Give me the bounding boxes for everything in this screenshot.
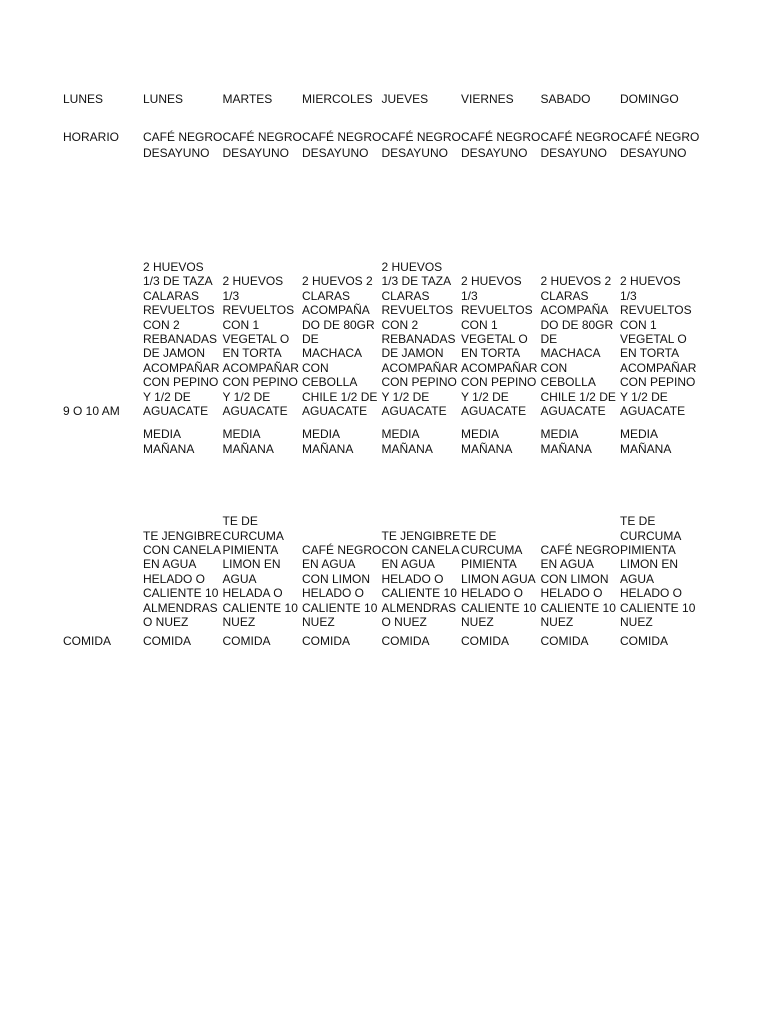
comida-row: [63, 629, 700, 654]
time-label: 9 O 10 AM: [63, 404, 120, 419]
header-day-lunes: LUNES: [143, 91, 184, 106]
media-manana-description-cell: TE DE CURCUMA PIMIENTA LIMON EN AGUA HELADO O CALIENTE 10 NUEZ: [620, 514, 696, 630]
media-manana-cell: MEDIA MAÑANA: [620, 427, 672, 456]
header-first-cell: LUNES: [63, 91, 104, 106]
header-day-miercoles: MIERCOLES: [302, 91, 373, 106]
desayuno-description-cell: 2 HUEVOS 2 CLARAS ACOMPAÑA DO DE 80GR DE MACHACA CON CEBOLLA CHILE 1/2 DE AGUACATE: [302, 274, 378, 419]
cafe-cell: CAFÉ NEGRO: [302, 129, 382, 144]
desayuno-cell: DESAYUNO: [222, 146, 289, 160]
spacer-row: [63, 107, 700, 129]
header-day-viernes: VIERNES: [461, 91, 514, 106]
comida-cell: COMIDA: [302, 634, 350, 649]
media-manana-cell: MEDIA MAÑANA: [461, 427, 513, 456]
desayuno-description-cell: 2 HUEVOS 1/3 DE TAZA CALARAS REVUELTOS CON 2 REBANADAS DE JAMON ACOMPAÑAR CON PEPINO Y 1/2 DE AGUACATE: [143, 260, 220, 419]
media-manana-row: [63, 427, 700, 506]
media-manana-description-cell: TE DE CURCUMA PIMIENTA LIMON AGUA HELADO O CALIENTE 10 NUEZ: [461, 528, 537, 630]
media-manana-cell: MEDIA MAÑANA: [540, 427, 592, 456]
cafe-cell: CAFÉ NEGRO: [461, 129, 541, 144]
horario-label: HORARIO: [63, 129, 120, 144]
header-day-domingo: DOMINGO: [620, 91, 679, 106]
desayuno-description-cell: 2 HUEVOS 1/3 DE TAZA CLARAS REVUELTOS CON 2 REBANADAS DE JAMON ACOMPAÑAR CON PEPINO Y 1/2 DE AGUACATE: [381, 260, 458, 419]
desayuno-cell: DESAYUNO: [381, 146, 448, 160]
desayuno-cell: DESAYUNO: [461, 146, 528, 160]
cafe-cell: CAFÉ NEGRO: [143, 129, 223, 144]
spacer-row: [63, 167, 700, 260]
header-day-sabado: SABADO: [540, 91, 591, 106]
header-row: [63, 91, 700, 107]
desayuno-row: [63, 145, 700, 167]
media-manana-cell: MEDIA MAÑANA: [381, 427, 433, 456]
meal-schedule-table: [63, 91, 700, 654]
desayuno-description-row: [63, 260, 700, 418]
desayuno-cell: DESAYUNO: [143, 146, 210, 160]
cafe-cell: CAFÉ NEGRO: [222, 129, 302, 144]
media-manana-description-row: [63, 506, 700, 629]
desayuno-cell: DESAYUNO: [540, 146, 607, 160]
media-manana-description-cell: CAFÉ NEGRO EN AGUA CON LIMON HELADO O CALIENTE 10 NUEZ: [302, 543, 382, 630]
cafe-cell: CAFÉ NEGRO: [620, 129, 700, 144]
desayuno-cell: DESAYUNO: [620, 146, 687, 160]
cafe-cell: CAFÉ NEGRO: [540, 129, 620, 144]
media-manana-description-cell: TE JENGIBRE CON CANELA EN AGUA HELADO O CALIENTE 10 ALMENDRAS O NUEZ: [381, 528, 461, 630]
media-manana-cell: MEDIA MAÑANA: [302, 427, 354, 456]
desayuno-cell: DESAYUNO: [302, 146, 369, 160]
desayuno-description-cell: 2 HUEVOS 1/3 REVUELTOS CON 1 VEGETAL O EN TORTA ACOMPAÑAR CON PEPINO Y 1/2 DE AGUACATE: [461, 274, 538, 419]
media-manana-cell: MEDIA MAÑANA: [222, 427, 274, 456]
comida-cell: COMIDA: [381, 634, 430, 649]
media-manana-cell: MEDIA MAÑANA: [143, 427, 195, 456]
media-manana-description-cell: CAFÉ NEGRO EN AGUA CON LIMON HELADO O CALIENTE 10 NUEZ: [540, 543, 620, 630]
spacer-row: [63, 418, 700, 427]
header-day-jueves: JUEVES: [381, 91, 429, 106]
media-manana-description-cell: TE DE CURCUMA PIMIENTA LIMON EN AGUA HELADA O CALIENTE 10 NUEZ: [222, 514, 298, 630]
desayuno-description-cell: 2 HUEVOS 1/3 REVUELTOS CON 1 VEGETAL O EN TORTA ACOMPAÑAR CON PEPINO Y 1/2 DE AGUACATE: [620, 274, 697, 419]
cafe-cell: CAFÉ NEGRO: [381, 129, 461, 144]
cafe-row: [63, 129, 700, 145]
desayuno-description-cell: 2 HUEVOS 1/3 REVUELTOS CON 1 VEGETAL O EN TORTA ACOMPAÑAR CON PEPINO Y 1/2 DE AGUACATE: [222, 274, 299, 419]
comida-cell: COMIDA: [540, 634, 589, 649]
header-day-martes: MARTES: [222, 91, 273, 106]
comida-cell: COMIDA: [620, 634, 668, 649]
comida-label: COMIDA: [63, 634, 111, 649]
desayuno-description-cell: 2 HUEVOS 2 CLARAS ACOMPAÑA DO DE 80GR DE MACHACA CON CEBOLLA CHILE 1/2 DE AGUACATE: [540, 274, 616, 419]
comida-cell: COMIDA: [143, 634, 191, 649]
media-manana-description-cell: TE JENGIBRE CON CANELA EN AGUA HELADO O CALIENTE 10 ALMENDRAS O NUEZ: [143, 528, 222, 630]
comida-cell: COMIDA: [222, 634, 271, 649]
comida-cell: COMIDA: [461, 634, 509, 649]
